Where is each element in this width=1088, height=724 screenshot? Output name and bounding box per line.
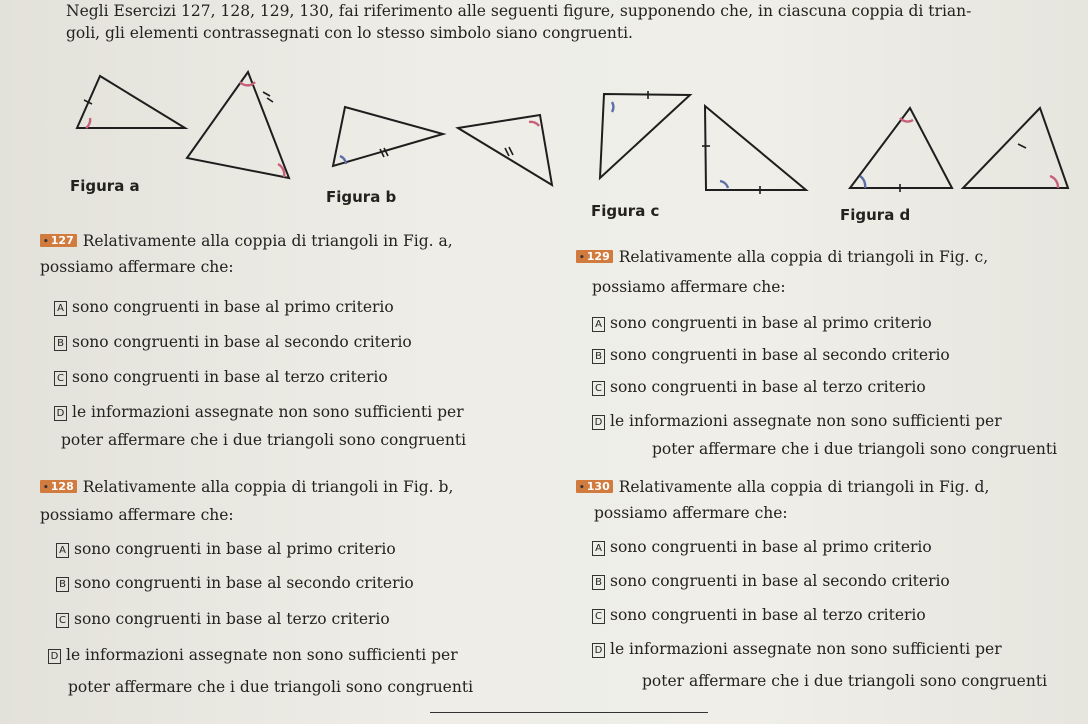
exercise-number-badge: • 127 [40,234,77,247]
figure-c-label: Figura c [591,202,660,220]
option-letter: A [592,541,605,556]
answer-option-a[interactable] [592,538,932,556]
option-letter: B [592,575,605,590]
exercise-question-cont: possiamo affermare che: [592,278,786,296]
exercise-question: Relativamente alla coppia di triangoli in Fig. c, [618,248,989,266]
option-text: le informazioni assegnate non sono sufficienti per [610,640,1002,658]
option-text: sono congruenti in base al primo criterio [610,314,932,332]
option-letter: B [56,577,69,592]
option-letter: C [54,371,67,386]
answer-option-d[interactable] [48,646,458,664]
answer-option-b[interactable] [56,574,414,592]
option-text: sono congruenti in base al secondo criterio [610,572,950,590]
divider [430,712,708,713]
answer-option-a[interactable] [56,540,396,558]
answer-option-c[interactable] [592,378,926,396]
instructions-line-1: Negli Esercizi 127, 128, 129, 130, fai riferimento alle seguenti figure, supponendo che, in ciascuna coppia di trian- [66,2,972,20]
option-letter: B [592,349,605,364]
option-text: sono congruenti in base al primo criterio [72,298,394,316]
option-text: le informazioni assegnate non sono sufficienti per [610,412,1002,430]
exercise-question: Relativamente alla coppia di triangoli in Fig. a, [82,232,453,250]
option-letter: D [592,643,605,658]
figure-a-triangles [77,72,289,178]
option-letter: A [54,301,67,316]
figure-b-label: Figura b [326,188,397,206]
option-letter: A [592,317,605,332]
exercise-number-badge: • 128 [40,480,77,493]
answer-option-c[interactable] [56,610,390,628]
option-text: le informazioni assegnate non sono sufficienti per [72,403,464,421]
answer-option-a[interactable] [592,314,932,332]
exercise-stem [40,232,453,250]
option-letter: A [56,543,69,558]
figure-c-triangles [600,94,806,190]
option-letter: D [592,415,605,430]
answer-option-b[interactable] [54,333,412,351]
answer-option-d[interactable] [54,403,464,421]
option-text: sono congruenti in base al primo criterio [610,538,932,556]
option-letter: D [48,649,61,664]
exercise-130 [586,478,1085,708]
option-text: le informazioni assegnate non sono sufficienti per [66,646,458,664]
option-text: sono congruenti in base al terzo criterio [610,378,926,396]
option-text: sono congruenti in base al secondo criterio [74,574,414,592]
answer-option-c[interactable] [54,368,388,386]
figures-area [0,60,1088,230]
exercise-question-cont: possiamo affermare che: [40,258,234,276]
exercise-number-badge: • 130 [576,480,613,493]
option-letter: B [54,336,67,351]
option-letter: C [592,381,605,396]
answer-option-d-cont: poter affermare che i due triangoli sono congruenti [68,678,474,696]
figure-d-triangles [850,108,1068,188]
answer-option-d-cont: poter affermare che i due triangoli sono congruenti [642,672,1048,690]
answer-option-a[interactable] [54,298,394,316]
exercise-127 [40,232,560,462]
option-letter: C [56,613,69,628]
triangle-figures [0,60,1088,230]
answer-option-d-cont: poter affermare che i due triangoli sono congruenti [652,440,1058,458]
option-text: sono congruenti in base al secondo criterio [610,346,950,364]
option-text: sono congruenti in base al primo criterio [74,540,396,558]
option-letter: C [592,609,605,624]
option-text: sono congruenti in base al terzo criterio [74,610,390,628]
answer-option-c[interactable] [592,606,926,624]
figure-b-triangles [333,107,552,185]
answer-option-b[interactable] [592,346,950,364]
instructions-line-2: goli, gli elementi contrassegnati con lo stesso simbolo siano congruenti. [66,24,633,42]
option-text: sono congruenti in base al secondo criterio [72,333,412,351]
exercise-question: Relativamente alla coppia di triangoli in Fig. d, [618,478,990,496]
exercise-128 [40,478,560,708]
figure-a-label: Figura a [70,177,140,195]
exercise-question-cont: possiamo affermare che: [40,506,234,524]
instructions [66,0,1076,44]
exercise-stem [576,478,989,496]
answer-option-b[interactable] [592,572,950,590]
answer-option-d[interactable] [592,412,1002,430]
exercise-129 [586,248,1085,468]
figure-d-label: Figura d [840,206,911,224]
option-text: sono congruenti in base al terzo criterio [610,606,926,624]
exercise-question: Relativamente alla coppia di triangoli in Fig. b, [82,478,454,496]
exercise-stem [40,478,453,496]
exercise-stem [576,248,988,266]
answer-option-d-cont: poter affermare che i due triangoli sono congruenti [61,431,467,449]
option-text: sono congruenti in base al terzo criterio [72,368,388,386]
answer-option-d[interactable] [592,640,1002,658]
exercise-question-cont: possiamo affermare che: [594,504,788,522]
exercise-number-badge: • 129 [576,250,613,263]
option-letter: D [54,406,67,421]
